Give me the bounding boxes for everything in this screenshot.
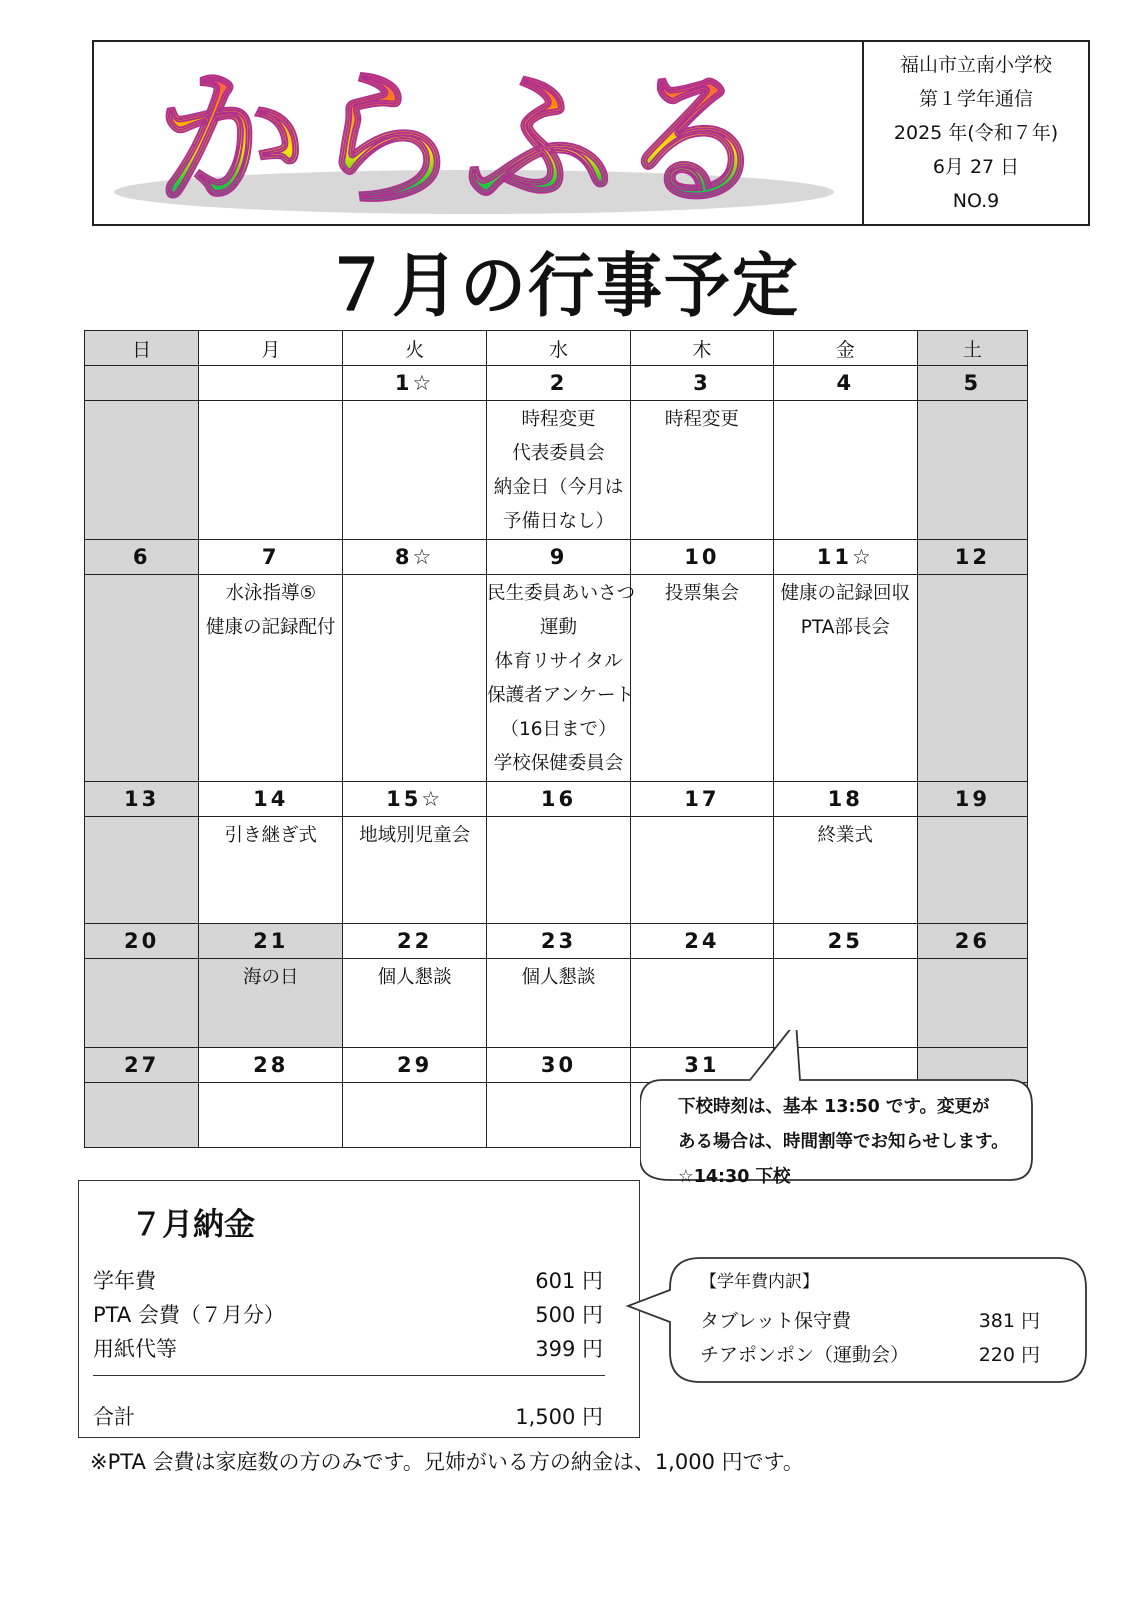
header-box [92,40,1090,226]
date-cell: 8☆ [343,540,487,575]
payment-amount: 500 円 [535,1303,603,1327]
events-cell [85,401,199,540]
date-cell: 26 [917,924,1027,959]
event-item: 個人懇談 [377,967,452,988]
events-cell [199,1083,343,1148]
weekday-header: 月 [199,331,343,366]
events-cell [199,817,343,924]
events-cell [199,401,343,540]
header-info [864,42,1088,224]
dismissal-note [678,1090,1048,1195]
logo-area [94,42,864,224]
breakdown-amount: 220 円 [978,1344,1040,1366]
events-cell [487,1083,631,1148]
date-cell: 20 [85,924,199,959]
date-cell: 14 [199,782,343,817]
date-cell: 29 [343,1048,487,1083]
pta-note: ※PTA 会費は家庭数の方のみです。兄姉がいる方の納金は、1,000 円です。 [90,1450,804,1474]
date-cell: 5 [917,366,1027,401]
date-cell: 2 [487,366,631,401]
events-cell [773,575,917,782]
event-item: 代表委員会 [512,443,605,464]
dismissal-line: ある場合は、時間割等でお知らせします。 [678,1132,1009,1152]
date-cell: 18 [773,782,917,817]
dismissal-line: 下校時刻は、基本 13:50 です。変更が [678,1097,990,1117]
event-item: 健康の記録配付 [205,617,336,638]
weekday-header: 水 [487,331,631,366]
payment-label: PTA 会費（７月分） [93,1303,285,1327]
date-cell [199,366,343,401]
payment-divider [93,1375,605,1376]
school-name: 福山市立南小学校 [899,54,1052,76]
payment-total-label: 合計 [93,1405,135,1429]
logo-text: からふる [156,54,773,224]
date-row [85,782,1028,817]
weekday-header: 金 [773,331,917,366]
page-title: ７月の行事予定 [324,245,800,327]
date-row [85,366,1028,401]
date-cell: 27 [85,1048,199,1083]
date-cell: 30 [487,1048,631,1083]
date-cell: 7 [199,540,343,575]
events-row [85,401,1028,540]
payment-amount: 399 円 [535,1337,603,1361]
date-cell: 10 [630,540,773,575]
date-cell: 13 [85,782,199,817]
weekday-header: 土 [917,331,1027,366]
events-cell [487,575,636,782]
date-row [85,540,1028,575]
date-cell: 24 [630,924,773,959]
date-cell: 6 [85,540,199,575]
weekday-header: 火 [343,331,487,366]
events-cell [85,575,199,782]
events-cell [630,817,773,924]
weekday-header-row [85,331,1028,366]
event-item: 学校保健委員会 [493,753,624,774]
events-cell [487,817,631,924]
date-cell: 31 [630,1048,773,1083]
payment-label: 用紙代等 [93,1337,177,1361]
event-item: 健康の記録回収 [780,583,911,604]
date-cell [85,366,199,401]
breakdown-label: チアポンポン（運動会） [700,1344,910,1366]
weekday-header: 木 [630,331,773,366]
event-item: 地域別児童会 [359,825,471,846]
events-cell [630,401,773,540]
payment-total-row [93,1401,603,1431]
payment-amount: 601 円 [535,1269,603,1293]
events-cell [343,959,487,1048]
event-item: 保護者アンケート [487,685,634,706]
events-cell [85,959,199,1048]
events-cell [343,1083,487,1148]
date-cell: 11☆ [773,540,917,575]
date-cell: 22 [343,924,487,959]
events-cell [85,817,199,924]
event-item: 個人懇談 [521,967,596,988]
date-cell: 4 [773,366,917,401]
event-item: PTA部長会 [800,617,890,638]
date-cell: 23 [487,924,631,959]
event-item: 運動 [540,617,578,638]
events-cell [85,1083,199,1148]
event-item: 予備日なし） [503,511,615,532]
dismissal-line: ☆14:30 下校 [678,1167,791,1187]
events-cell [487,959,631,1048]
event-item: 引き継ぎ式 [224,825,317,846]
logo-image [94,42,846,224]
payment-label: 学年費 [93,1269,156,1293]
breakdown-label: タブレット保守費 [700,1310,852,1332]
payment-title: ７月納金 [131,1207,255,1243]
breakdown-title: 【学年費内訳】 [700,1272,819,1292]
event-item: 終業式 [817,825,874,846]
issue-year: 2025 年(令和７年) [893,122,1059,144]
date-row [85,924,1028,959]
date-cell: 15☆ [343,782,487,817]
date-cell: 12 [917,540,1027,575]
calendar-table [84,330,1028,1148]
issue-date: 6月 27 日 [932,156,1020,178]
date-cell: 17 [630,782,773,817]
payment-row [93,1299,603,1329]
payment-row [93,1333,603,1363]
payment-row [93,1265,603,1295]
payment-box [78,1180,640,1438]
events-cell [773,817,917,924]
event-item: 納金日（今月は [493,477,624,498]
payment-total-amount: 1,500 円 [515,1405,603,1429]
events-cell [343,401,487,540]
events-cell [199,959,343,1048]
events-cell [199,575,343,782]
events-cell [343,817,487,924]
event-item: 民生委員あいさつ [487,583,636,604]
breakdown-amount: 381 円 [978,1310,1040,1332]
event-item: 時程変更 [664,409,739,430]
date-cell: 19 [917,782,1027,817]
events-cell [343,575,487,782]
issue-number: NO.9 [952,190,1000,212]
event-item: 体育リサイタル [494,651,623,672]
events-cell [487,401,631,540]
weekday-header: 日 [85,331,199,366]
event-item: 水泳指導⑤ [225,583,317,604]
events-cell [917,575,1027,782]
event-item: 時程変更 [521,409,596,430]
date-cell: 28 [199,1048,343,1083]
events-row [85,575,1028,782]
newsletter-name: 第１学年通信 [918,88,1033,110]
event-item: 海の日 [242,967,299,988]
date-cell: 9 [487,540,631,575]
date-cell: 16 [487,782,631,817]
breakdown-row [700,1306,1040,1333]
events-row [85,817,1028,924]
date-cell: 1☆ [343,366,487,401]
date-cell: 21 [199,924,343,959]
events-cell [630,575,773,782]
events-cell [917,817,1027,924]
date-cell: 3 [630,366,773,401]
date-cell: 25 [773,924,917,959]
events-cell [917,401,1027,540]
event-item: 投票集会 [664,583,739,604]
event-item: （16日まで） [500,719,617,740]
breakdown-row [700,1340,1040,1367]
events-cell [773,401,917,540]
